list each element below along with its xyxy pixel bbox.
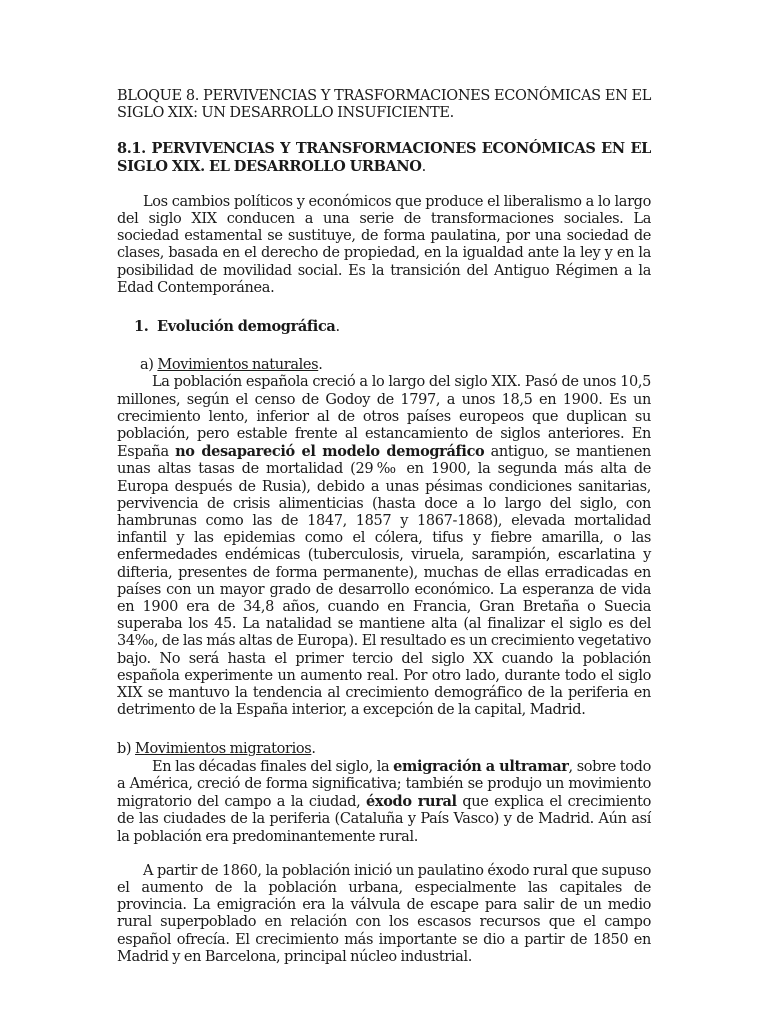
point-1-title: Evolución demográfica [157,318,336,336]
point-1-heading [134,318,651,336]
sub-a-paragraph [117,374,651,719]
section-title-end: . [421,158,426,175]
sub-b-text-2: , sobre todo a América, creció de forma significativa; también se produjo un movimiento migratorio del campo a la ciudad, [117,758,651,811]
sub-b-bold-1: emigración a ultramar [393,757,569,775]
sub-b-title: Movimientos migratorios [135,740,312,757]
sub-b-title-end: . [311,740,316,757]
sub-b-heading [117,741,651,758]
sub-a-bold-1: no desapareció el modelo demográfico [175,443,485,461]
section-title-text: 8.1. PERVIVENCIAS Y TRANSFORMACIONES ECONÓMICAS EN EL SIGLO XIX. EL DESARROLLO URBANO [117,140,651,175]
point-1-number: 1. [134,318,149,336]
sub-a-text-1: La población española creció a lo largo del siglo XIX. Pasó de unos 10,5 millones, según el censo de Godoy de 1797, a unos 18,5 en 1900. Es un crecimiento lento, inferior al de otros países europeos que duplican su población, pero estable frente al estancamiento de siglos anteriores. En España [117,374,651,461]
sub-a-title: Movimientos naturales [157,357,319,374]
sub-a-text-2: antiguo, se mantienen unas altas tasas de mortalidad (29‰ en 1900, la segunda más alta de Europa después de Rusia), debido a unas pésimas condiciones sanitarias, pervivencia de crisis alimenticias (hasta doce a lo largo del siglo, con hambrunas como las de 1847, 1857 y 1867-1868), elevada mortalidad infantil y las epidemias como el cólera, tifus y fiebre amarilla, o las enfermedades endémicas (tuberculosis, viruela, sarampión, escarlatina y difteria, presentes de forma permanente), muchas de ellas erradicadas en países con un mayor grado de desarrollo económico. La esperanza de vida en 1900 era de 34,8 años, cuando en Francia, Gran Bretaña o Suecia superaba los 45. La natalidad se mantiene alta (al finalizar el siglo es del 34‰, de las más altas de Europa). El resultado es un crecimiento vegetativo bajo. No será hasta el primer tercio del siglo XX cuando la población española experimente un aumento real. Por otro lado, durante todo el siglo XIX se mantuvo la tendencia al crecimiento demográfico de la periferia en detrimento de la España interior, a excepción de la capital, Madrid. [117,444,651,719]
sub-a-heading [140,357,651,374]
sub-a-title-end: . [318,357,323,374]
sub-b-bold-2: éxodo rural [366,793,457,811]
point-1-title-end: . [335,319,340,336]
sub-b-letter: b) [117,740,132,757]
sub-b-paragraph-2: A partir de 1860, la población inició un paulatino éxodo rural que supuso el aumento de la población urbana, especialmente las capitales de provincia. La emigración era la válvula de escape para salir de un medio rural superpoblado en relación con los escasos recursos que el campo español ofrecía. El crecimiento más importante se dio a partir de 1850 en Madrid y en Barcelona, principal núcleo industrial. [117,862,651,965]
section-title [117,140,651,175]
intro-paragraph: Los cambios políticos y económicos que produce el liberalismo a lo largo del siglo XIX conducen a una serie de transformaciones sociales. La sociedad estamental se sustituye, de forma paulatina, por una sociedad de clases, basada en el derecho de propiedad, en la igualdad ante la ley y en la posibilidad de movilidad social. Es la transición del Antiguo Régimen a la Edad Contemporánea. [117,193,651,296]
sub-a-letter: a) [140,357,154,374]
sub-b-text-3: que explica el crecimiento de las ciudades de la periferia (Cataluña y País Vasco) y de Madrid. Aún así la población era predominantemente rural. [117,794,652,845]
sub-b-text-1: En las décadas finales del siglo, la [152,758,394,775]
document-page [117,88,651,966]
bloque-title: BLOQUE 8. PERVIVENCIAS Y TRASFORMACIONES ECONÓMICAS EN EL SIGLO XIX: UN DESARROLLO INSUFICIENTE. [117,88,651,122]
sub-b-paragraph-1 [117,758,651,846]
